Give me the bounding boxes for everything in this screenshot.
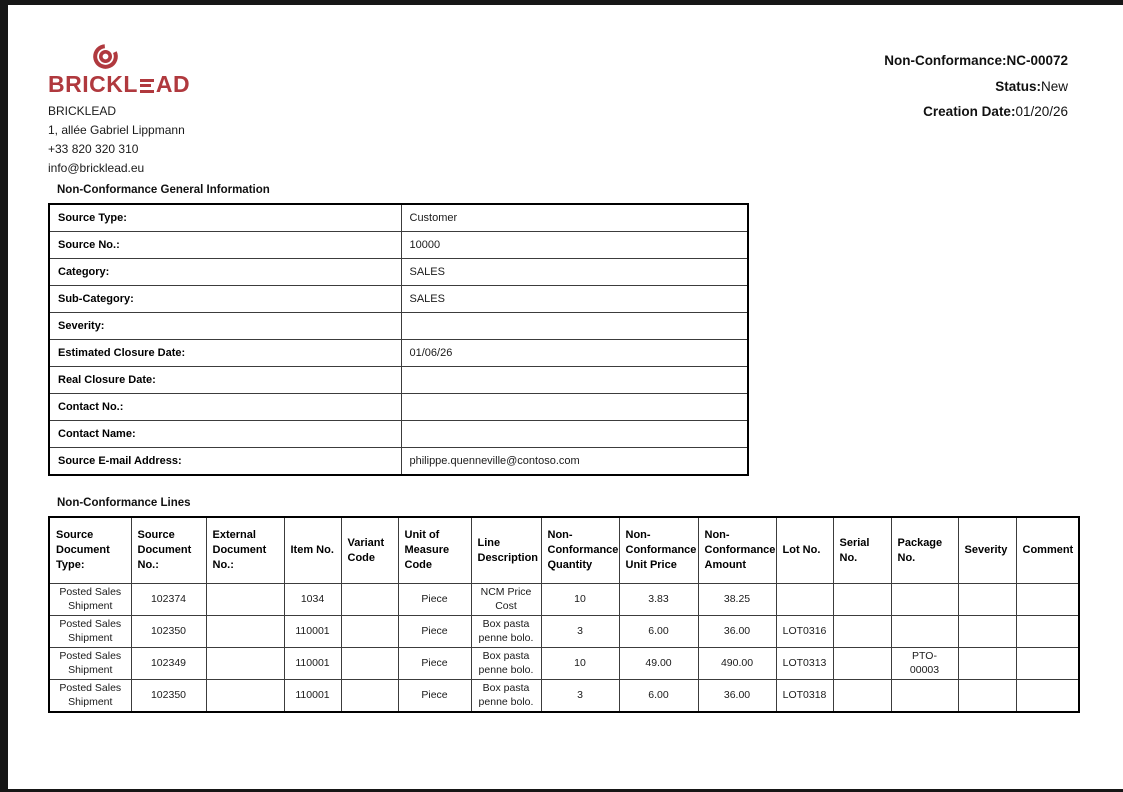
column-header: Non-Conformance Amount — [698, 517, 776, 584]
field-value: 10000 — [401, 232, 748, 259]
cell: LOT0313 — [776, 648, 833, 680]
cell: LOT0318 — [776, 680, 833, 713]
cell — [206, 680, 284, 713]
cell — [891, 584, 958, 616]
cell: 3 — [541, 616, 619, 648]
cell — [833, 680, 891, 713]
table-row — [49, 584, 1079, 616]
cell: Posted Sales Shipment — [49, 680, 131, 713]
cell: Posted Sales Shipment — [49, 616, 131, 648]
cell: 36.00 — [698, 680, 776, 713]
status-line — [884, 74, 1068, 100]
page-header — [8, 5, 1123, 178]
general-info-row — [49, 340, 748, 367]
nc-number-line — [884, 48, 1068, 74]
cell: 10 — [541, 584, 619, 616]
field-label: Source No.: — [49, 232, 401, 259]
cell: Box pasta penne bolo. — [471, 616, 541, 648]
cell: Piece — [398, 680, 471, 713]
field-value — [401, 367, 748, 394]
cell — [833, 616, 891, 648]
company-address-line: +33 820 320 310 — [48, 142, 139, 156]
column-header: Lot No. — [776, 517, 833, 584]
brand-block — [48, 5, 190, 178]
cell — [1016, 616, 1079, 648]
general-info-row — [49, 448, 748, 476]
status-label: Status: — [995, 78, 1041, 94]
cell: Posted Sales Shipment — [49, 584, 131, 616]
column-header: Package No. — [891, 517, 958, 584]
cell: LOT0316 — [776, 616, 833, 648]
company-info — [48, 102, 190, 178]
general-info-heading: Non-Conformance General Information — [57, 184, 270, 196]
field-value — [401, 421, 748, 448]
cell: Piece — [398, 648, 471, 680]
bricklead-wordmark — [48, 71, 190, 97]
field-label: Source E-mail Address: — [49, 448, 401, 476]
cell: 110001 — [284, 616, 341, 648]
field-value: SALES — [401, 286, 748, 313]
cell: NCM Price Cost — [471, 584, 541, 616]
report-page — [8, 5, 1123, 789]
lines-header-row — [49, 517, 1079, 584]
cell: 102349 — [131, 648, 206, 680]
wordmark-prefix: BRICKL — [48, 71, 138, 97]
general-info-row — [49, 313, 748, 340]
lines-table — [48, 516, 1080, 713]
cell — [891, 616, 958, 648]
doc-header — [884, 48, 1068, 125]
cell: 6.00 — [619, 616, 698, 648]
column-header: Item No. — [284, 517, 341, 584]
field-label: Contact Name: — [49, 421, 401, 448]
cell: Piece — [398, 584, 471, 616]
cell — [341, 584, 398, 616]
cell — [776, 584, 833, 616]
cell: 110001 — [284, 680, 341, 713]
cell — [1016, 584, 1079, 616]
field-value: philippe.quenneville@contoso.com — [401, 448, 748, 476]
column-header: Unit of Measure Code — [398, 517, 471, 584]
cell: 10 — [541, 648, 619, 680]
field-label: Contact No.: — [49, 394, 401, 421]
lines-heading: Non-Conformance Lines — [57, 497, 191, 509]
column-header: Serial No. — [833, 517, 891, 584]
table-row — [49, 648, 1079, 680]
general-info-row — [49, 421, 748, 448]
cell — [341, 648, 398, 680]
cell — [206, 616, 284, 648]
field-value: 01/06/26 — [401, 340, 748, 367]
cell: 102350 — [131, 616, 206, 648]
bricklead-logo-icon — [92, 43, 119, 70]
cell — [958, 648, 1016, 680]
nc-number-label: Non-Conformance: — [884, 53, 1007, 68]
column-header: Source Document Type: — [49, 517, 131, 584]
stylized-e-glyph — [140, 79, 154, 93]
cell: Piece — [398, 616, 471, 648]
cell — [891, 680, 958, 713]
field-value: Customer — [401, 204, 748, 232]
cell: 38.25 — [698, 584, 776, 616]
field-value — [401, 313, 748, 340]
general-info-row — [49, 204, 748, 232]
general-info-table — [48, 203, 749, 476]
cell — [958, 680, 1016, 713]
general-info-row — [49, 394, 748, 421]
creation-date-label: Creation Date: — [923, 104, 1016, 119]
table-row — [49, 680, 1079, 713]
cell: 3 — [541, 680, 619, 713]
general-info-row — [49, 367, 748, 394]
field-value — [401, 394, 748, 421]
column-header: Line Description — [471, 517, 541, 584]
field-label: Sub-Category: — [49, 286, 401, 313]
cell: 3.83 — [619, 584, 698, 616]
creation-date-line — [884, 99, 1068, 125]
cell: 102350 — [131, 680, 206, 713]
cell: 6.00 — [619, 680, 698, 713]
column-header: External Document No.: — [206, 517, 284, 584]
cell — [341, 680, 398, 713]
field-label: Category: — [49, 259, 401, 286]
field-label: Source Type: — [49, 204, 401, 232]
cell: 110001 — [284, 648, 341, 680]
cell — [958, 584, 1016, 616]
cell: 490.00 — [698, 648, 776, 680]
table-row — [49, 616, 1079, 648]
cell — [206, 584, 284, 616]
cell — [833, 584, 891, 616]
cell: 49.00 — [619, 648, 698, 680]
wordmark-suffix: AD — [155, 71, 191, 97]
creation-date-value: 01/20/26 — [1015, 104, 1068, 119]
cell — [1016, 680, 1079, 713]
column-header: Source Document No.: — [131, 517, 206, 584]
general-info-row — [49, 232, 748, 259]
cell: 1034 — [284, 584, 341, 616]
nc-number-value: NC-00072 — [1006, 53, 1068, 68]
cell: Box pasta penne bolo. — [471, 648, 541, 680]
cell: Box pasta penne bolo. — [471, 680, 541, 713]
column-header: Variant Code — [341, 517, 398, 584]
company-address-line: info@bricklead.eu — [48, 161, 145, 175]
general-info-row — [49, 259, 748, 286]
status-value: New — [1040, 78, 1068, 94]
cell — [958, 616, 1016, 648]
cell — [206, 648, 284, 680]
cell — [1016, 648, 1079, 680]
field-label: Estimated Closure Date: — [49, 340, 401, 367]
cell: Posted Sales Shipment — [49, 648, 131, 680]
cell — [833, 648, 891, 680]
column-header: Comment — [1016, 517, 1079, 584]
column-header: Non-Conformance Quantity — [541, 517, 619, 584]
field-value: SALES — [401, 259, 748, 286]
column-header: Severity — [958, 517, 1016, 584]
field-label: Severity: — [49, 313, 401, 340]
cell: 102374 — [131, 584, 206, 616]
cell: 36.00 — [698, 616, 776, 648]
company-address-line: 1, allée Gabriel Lippmann — [48, 123, 185, 137]
cell — [341, 616, 398, 648]
company-address-line: BRICKLEAD — [48, 104, 117, 118]
cell: PTO-00003 — [891, 648, 958, 680]
field-label: Real Closure Date: — [49, 367, 401, 394]
column-header: Non-Conformance Unit Price — [619, 517, 698, 584]
general-info-row — [49, 286, 748, 313]
